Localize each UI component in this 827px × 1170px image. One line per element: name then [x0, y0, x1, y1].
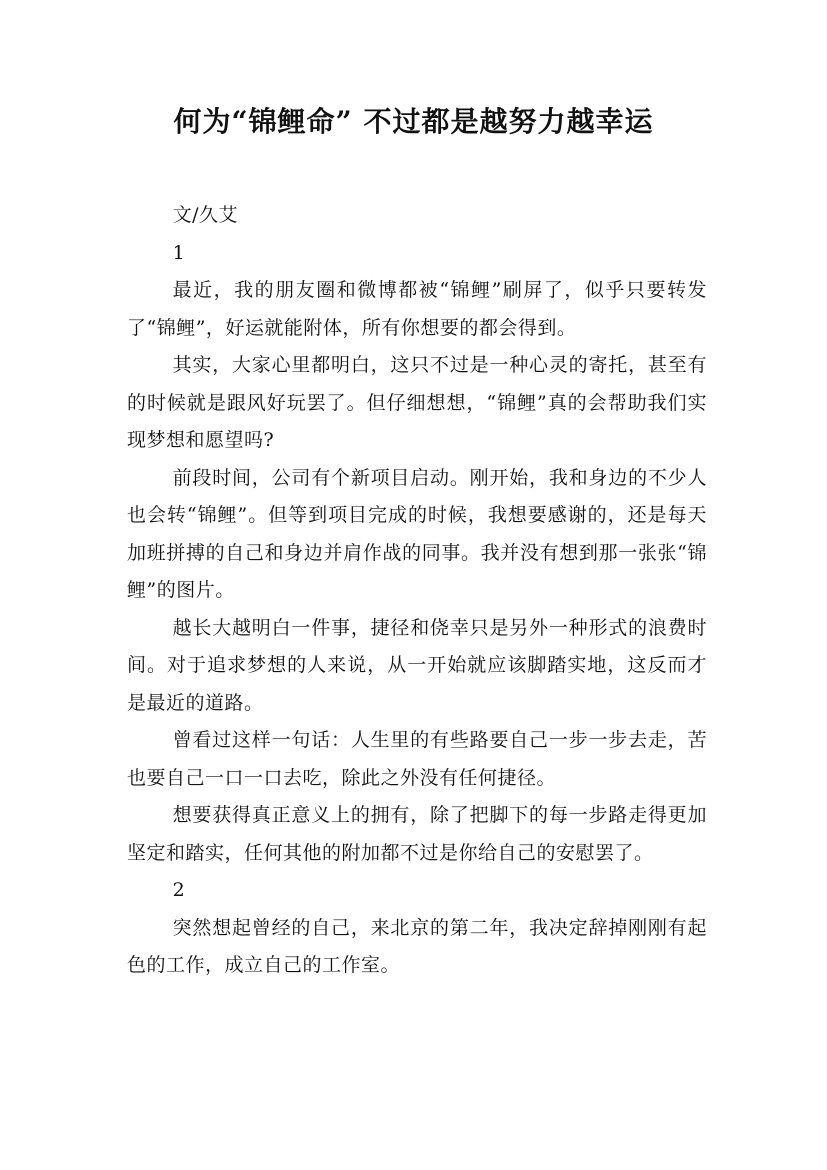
paragraph: 曾看过这样一句话：人生里的有些路要自己一步一步去走，苦也要自己一口一口去吃，除此之外没有任何捷径。	[127, 729, 707, 789]
author-line: 文/久艾	[172, 204, 238, 226]
paragraph: 最近，我的朋友圈和微博都被“锦鲤”刷屏了，似乎只要转发了“锦鲤”，好运就能附体，所有你想要的都会得到。	[127, 279, 707, 339]
section-number: 1	[172, 241, 186, 264]
paragraph: 突然想起曾经的自己，来北京的第二年，我决定辞掉刚刚有起色的工作，成立自己的工作室。	[127, 916, 707, 976]
paragraph: 其实，大家心里都明白，这只不过是一种心灵的寄托，甚至有的时候就是跟风好玩罢了。但仔细想想，“锦鲤”真的会帮助我们实现梦想和愿望吗?	[127, 354, 707, 451]
paragraph: 想要获得真正意义上的拥有，除了把脚下的每一步路走得更加坚定和踏实，任何其他的附加都不过是你给自己的安慰罢了。	[127, 804, 707, 864]
document-body	[127, 197, 707, 985]
paragraph: 越长大越明白一件事，捷径和侥幸只是另外一种形式的浪费时间。对于追求梦想的人来说，从一开始就应该脚踏实地，这反而才是最近的道路。	[127, 616, 707, 714]
paragraph: 前段时间，公司有个新项目启动。刚开始，我和身边的不少人也会转“锦鲤”。但等到项目完成的时候，我想要感谢的，还是每天加班拼搏的自己和身边并肩作战的同事。我并没有想到那一张张“锦鲤”的图片。	[127, 466, 707, 601]
section-number: 2	[172, 879, 186, 901]
document-title: 何为“锦鲤命” 不过都是越努力越幸运	[173, 105, 654, 138]
